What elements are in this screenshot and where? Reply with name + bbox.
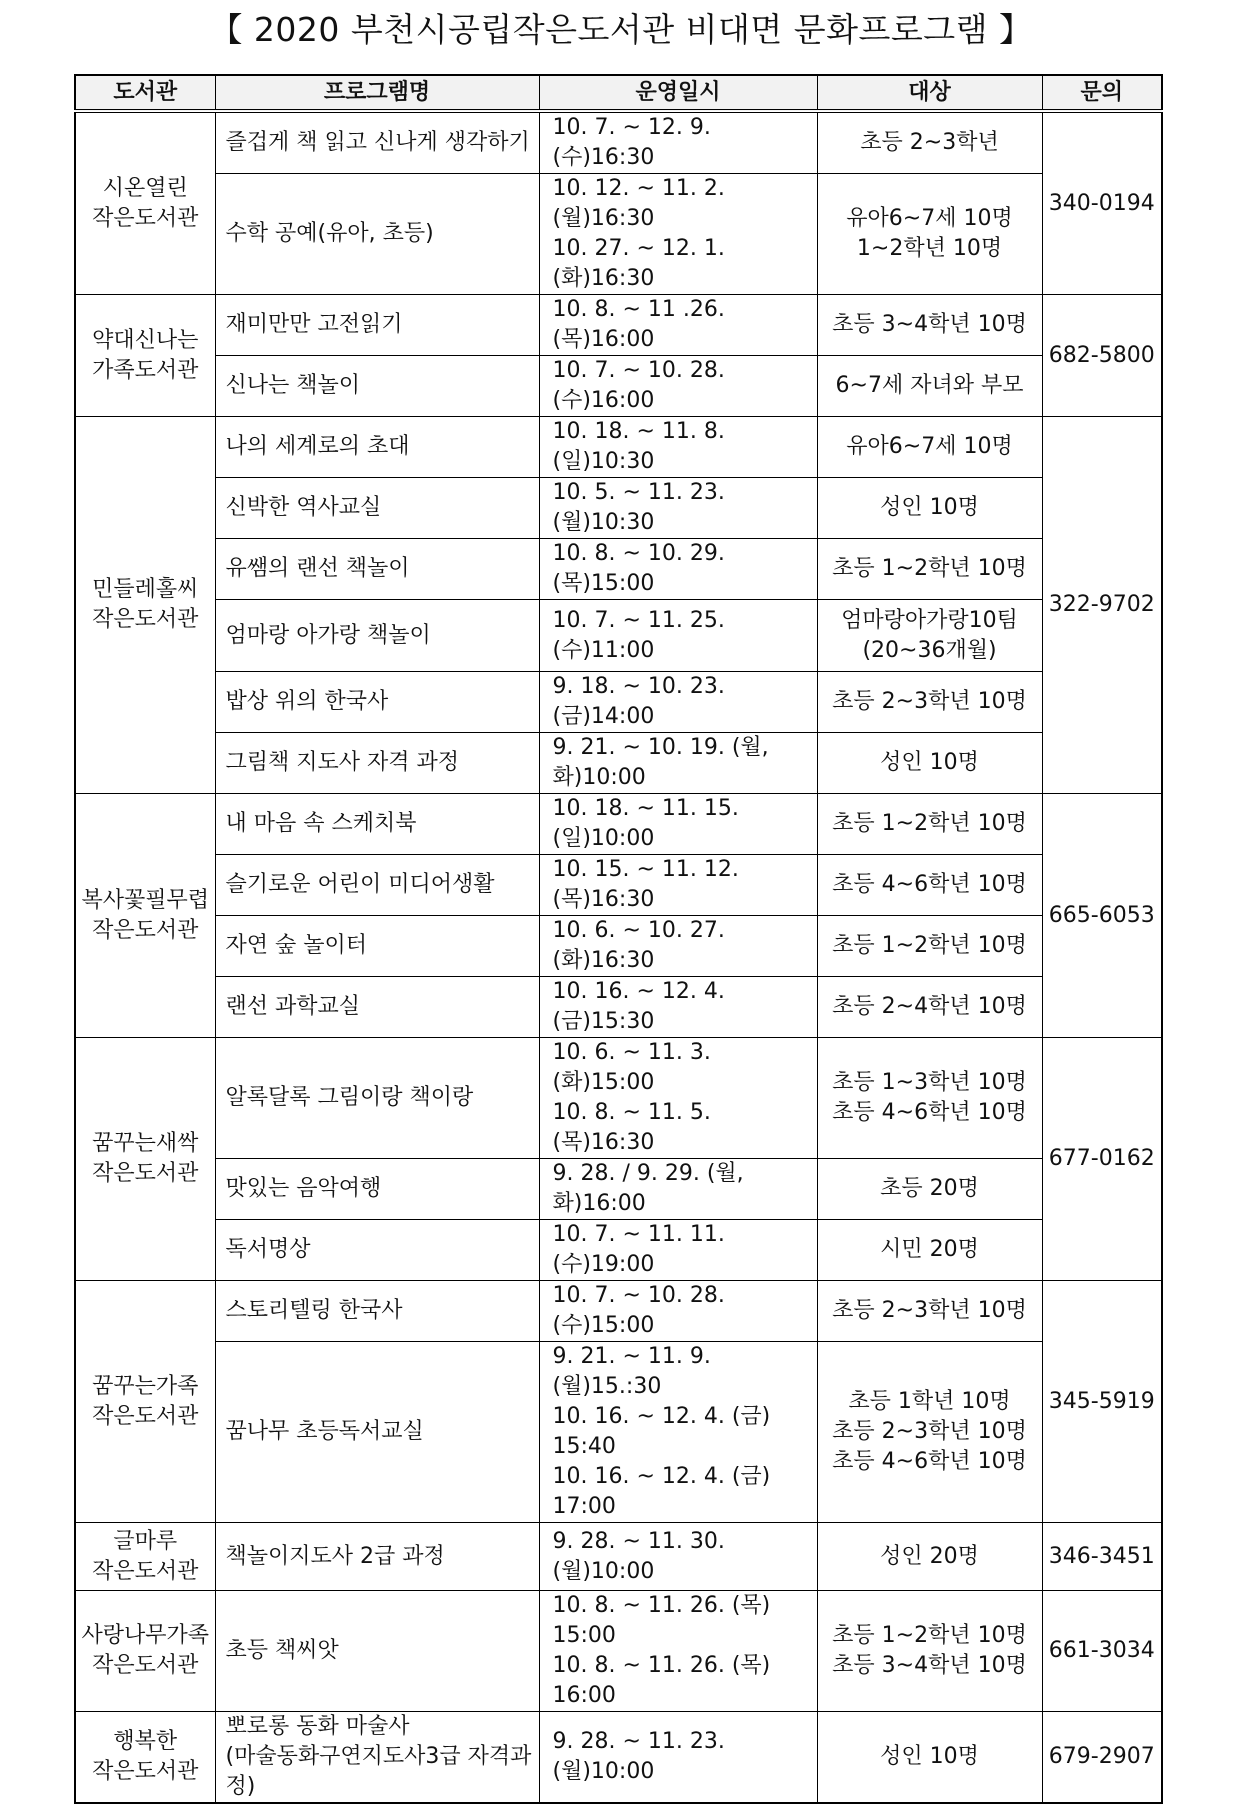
program-name-cell <box>215 733 539 794</box>
contact-phone-cell: 677-0162 <box>1042 1038 1162 1281</box>
cell-line: 9. 28. ~ 11. 23. (월)10:00 <box>552 1729 725 1784</box>
program-name-cell <box>215 295 539 356</box>
cell-line: 초등 4~6학년 10명 <box>832 872 1027 897</box>
cell-line: 유아6~7세 10명 <box>846 434 1013 459</box>
program-name-cell <box>215 794 539 855</box>
cell-line: 재미만만 고전읽기 <box>225 312 403 337</box>
program-name-cell <box>215 111 539 174</box>
cell-line: 초등 1~2학년 10명 <box>832 556 1027 581</box>
schedule-cell <box>539 672 817 733</box>
cell-line: 약대신나는 <box>92 327 199 353</box>
cell-line: 초등 3~4학년 10명 <box>832 1653 1027 1678</box>
cell-line: 10. 27. ~ 12. 1. (화)16:30 <box>552 236 725 291</box>
cell-line: 시온열린 <box>102 175 188 201</box>
cell-line: 화)10:00 <box>552 765 646 790</box>
cell-line: 성인 10명 <box>880 750 979 775</box>
table-row <box>75 295 1162 356</box>
cell-line: 화)16:00 <box>552 1191 646 1216</box>
program-name-cell <box>215 1712 539 1804</box>
cell-line: 초등 1~2학년 10명 <box>832 933 1027 958</box>
table-row <box>75 1159 1162 1220</box>
cell-line: 10. 7. ~ 10. 28. (수)15:00 <box>552 1283 725 1338</box>
library-name-cell <box>75 1523 215 1591</box>
program-name-cell <box>215 356 539 417</box>
cell-line: 작은도서관 <box>92 1161 199 1186</box>
program-name-cell <box>215 1038 539 1159</box>
cell-line: 자연 숲 놀이터 <box>225 933 367 958</box>
target-cell <box>817 733 1042 794</box>
target-cell <box>817 1591 1042 1712</box>
cell-line: 초등 2~4학년 10명 <box>832 994 1027 1019</box>
header-program: 프로그램명 <box>215 75 539 111</box>
cell-line: 내 마음 속 스케치북 <box>225 811 417 836</box>
contact-phone-cell: 346-3451 <box>1042 1523 1162 1591</box>
library-name-cell <box>75 1038 215 1281</box>
schedule-cell <box>539 539 817 600</box>
cell-line: 초등 4~6학년 10명 <box>832 1100 1027 1125</box>
cell-line: 성인 20명 <box>880 1543 979 1569</box>
header-schedule: 운영일시 <box>539 75 817 111</box>
schedule-cell <box>539 916 817 977</box>
table-row <box>75 794 1162 855</box>
contact-phone-cell: 679-2907 <box>1042 1712 1162 1804</box>
schedule-cell <box>539 111 817 174</box>
header-target: 대상 <box>817 75 1042 111</box>
library-name-cell <box>75 794 215 1038</box>
cell-line: 초등 2~3학년 10명 <box>832 1298 1027 1323</box>
cell-line: 10. 12. ~ 11. 2. (월)16:30 <box>552 176 725 231</box>
library-name-cell <box>75 1712 215 1804</box>
cell-line: 작은도서관 <box>92 1653 199 1678</box>
contact-phone-cell: 682-5800 <box>1042 295 1162 417</box>
cell-line: 9. 28. / 9. 29. (월, <box>552 1161 744 1186</box>
program-name-cell <box>215 539 539 600</box>
target-cell <box>817 295 1042 356</box>
cell-line: 수학 공예(유아, 초등) <box>225 221 434 246</box>
cell-line: 알록달록 그림이랑 책이랑 <box>225 1085 474 1110</box>
target-cell <box>817 1220 1042 1281</box>
cell-line: 10. 7. ~ 11. 25. (수)11:00 <box>552 607 725 663</box>
schedule-cell <box>539 855 817 916</box>
cell-line: 10. 8. ~ 11. 26. (목) 15:00 <box>552 1593 771 1648</box>
target-cell <box>817 794 1042 855</box>
cell-line: 초등 2~3학년 <box>860 130 999 155</box>
target-cell <box>817 478 1042 539</box>
cell-line: 나의 세계로의 초대 <box>225 434 410 459</box>
library-name-cell <box>75 1591 215 1712</box>
target-cell <box>817 1281 1042 1342</box>
target-cell <box>817 417 1042 478</box>
target-cell <box>817 672 1042 733</box>
program-name-cell <box>215 1159 539 1220</box>
cell-line: 10. 8. ~ 11. 26. (목) 16:00 <box>552 1653 771 1708</box>
cell-line: 작은도서관 <box>92 917 199 943</box>
table-row <box>75 855 1162 916</box>
cell-line: 작은도서관 <box>92 1759 199 1784</box>
cell-line: 작은도서관 <box>92 205 199 231</box>
table-row <box>75 1281 1162 1342</box>
header-library: 도서관 <box>75 75 215 111</box>
schedule-cell <box>539 478 817 539</box>
target-cell <box>817 916 1042 977</box>
program-name-cell <box>215 1342 539 1523</box>
target-cell <box>817 1038 1042 1159</box>
program-name-cell <box>215 672 539 733</box>
target-cell <box>817 1159 1042 1220</box>
cell-line: 작은도서관 <box>92 1558 199 1584</box>
cell-line: 초등 1~2학년 10명 <box>832 1623 1027 1648</box>
cell-line: 뽀로롱 동화 마술사 <box>225 1714 410 1739</box>
cell-line: 10. 7. ~ 12. 9. (수)16:30 <box>552 115 711 170</box>
contact-phone-cell: 340-0194 <box>1042 111 1162 295</box>
cell-line: 작은도서관 <box>92 1403 199 1429</box>
program-name-cell <box>215 1591 539 1712</box>
table-row <box>75 977 1162 1038</box>
cell-line: 꿈꾸는새싹 <box>92 1131 199 1156</box>
cell-line: 성인 10명 <box>880 495 979 520</box>
table-row <box>75 1342 1162 1523</box>
target-cell <box>817 174 1042 295</box>
library-name-cell <box>75 417 215 794</box>
cell-line: 9. 21. ~ 11. 9. (월)15.:30 <box>552 1344 711 1399</box>
cell-line: 사랑나무가족 <box>81 1623 209 1648</box>
cell-line: 독서명상 <box>225 1237 311 1262</box>
contact-phone-cell: 322-9702 <box>1042 417 1162 794</box>
table-row <box>75 1220 1162 1281</box>
table-row <box>75 1591 1162 1712</box>
cell-line: 스토리텔링 한국사 <box>225 1298 403 1323</box>
cell-line: 10. 18. ~ 11. 15. <box>552 796 739 821</box>
target-cell <box>817 600 1042 672</box>
contact-phone-cell: 661-3034 <box>1042 1591 1162 1712</box>
schedule-cell <box>539 1523 817 1591</box>
cell-line: 9. 18. ~ 10. 23. (금)14:00 <box>552 674 725 729</box>
cell-line: 가족도서관 <box>92 357 199 383</box>
cell-line: 10. 18. ~ 11. 8. (일)10:30 <box>552 419 725 474</box>
cell-line: 10. 15. ~ 11. 12. <box>552 857 739 882</box>
cell-line: 신박한 역사교실 <box>225 495 382 520</box>
cell-line: 10. 16. ~ 12. 4. (금) 15:40 <box>552 1404 771 1459</box>
table-row <box>75 1523 1162 1591</box>
cell-line: 슬기로운 어린이 미디어생활 <box>225 872 495 897</box>
table-row <box>75 478 1162 539</box>
schedule-cell <box>539 1712 817 1804</box>
program-name-cell <box>215 1220 539 1281</box>
cell-line: 1~2학년 10명 <box>856 236 1003 261</box>
schedule-cell <box>539 1159 817 1220</box>
cell-line: 초등 책씨앗 <box>225 1638 339 1663</box>
table-row <box>75 1038 1162 1159</box>
cell-line: 초등 1학년 10명 <box>848 1389 1011 1414</box>
cell-line: 10. 5. ~ 11. 23. (월)10:30 <box>552 480 725 535</box>
target-cell <box>817 1342 1042 1523</box>
table-row <box>75 672 1162 733</box>
cell-line: 신나는 책놀이 <box>225 373 361 398</box>
schedule-cell <box>539 356 817 417</box>
library-name-cell <box>75 111 215 295</box>
cell-line: 9. 28. ~ 11. 30. (월)10:00 <box>552 1528 725 1584</box>
program-name-cell <box>215 174 539 295</box>
cell-line: (일)10:00 <box>552 826 655 851</box>
schedule-cell <box>539 1281 817 1342</box>
cell-line: 성인 10명 <box>880 1744 979 1769</box>
target-cell <box>817 356 1042 417</box>
cell-line: 9. 21. ~ 10. 19. (월, <box>552 735 769 760</box>
schedule-cell <box>539 417 817 478</box>
table-row <box>75 356 1162 417</box>
cell-line: 초등 4~6학년 10명 <box>832 1449 1027 1474</box>
cell-line: 10. 8. ~ 11 .26. (목)16:00 <box>552 297 725 352</box>
table-body <box>75 111 1162 1803</box>
cell-line: 행복한 <box>113 1729 178 1754</box>
cell-line: 10. 7. ~ 11. 11. (수)19:00 <box>552 1222 725 1277</box>
schedule-cell <box>539 977 817 1038</box>
cell-line: 책놀이지도사 2급 과정 <box>225 1543 445 1569</box>
program-name-cell <box>215 478 539 539</box>
table-row <box>75 733 1162 794</box>
header-contact: 문의 <box>1042 75 1162 111</box>
cell-line: (목)16:30 <box>552 887 655 912</box>
cell-line: 초등 1~2학년 10명 <box>832 811 1027 836</box>
cell-line: (마술동화구연지도사3급 자격과정) <box>225 1744 532 1799</box>
cell-line: 10. 8. ~ 10. 29. (목)15:00 <box>552 541 725 596</box>
target-cell <box>817 1523 1042 1591</box>
cell-line: 10. 7. ~ 10. 28. (수)16:00 <box>552 358 725 413</box>
contact-phone-cell: 345-5919 <box>1042 1281 1162 1523</box>
program-name-cell <box>215 417 539 478</box>
schedule-cell <box>539 733 817 794</box>
program-name-cell <box>215 1281 539 1342</box>
schedule-cell <box>539 1342 817 1523</box>
schedule-cell <box>539 1220 817 1281</box>
cell-line: 10. 16. ~ 12. 4. (금) 17:00 <box>552 1464 771 1519</box>
target-cell <box>817 539 1042 600</box>
cell-line: 10. 16. ~ 12. 4. (금)15:30 <box>552 979 725 1034</box>
cell-line: 10. 6. ~ 10. 27. (화)16:30 <box>552 918 725 973</box>
page-title: 【 2020 부천시공립작은도서관 비대면 문화프로그램 】 <box>209 10 1033 49</box>
schedule-cell <box>539 1038 817 1159</box>
cell-line: 글마루 <box>113 1528 178 1554</box>
cell-line: 맛있는 음악여행 <box>225 1176 382 1201</box>
target-cell <box>817 111 1042 174</box>
contact-phone-cell: 665-6053 <box>1042 794 1162 1038</box>
cell-line: 10. 6. ~ 11. 3. (화)15:00 <box>552 1040 711 1095</box>
table-row <box>75 916 1162 977</box>
table-row <box>75 417 1162 478</box>
schedule-cell <box>539 794 817 855</box>
program-name-cell <box>215 1523 539 1591</box>
cell-line: 유아6~7세 10명 <box>846 206 1013 231</box>
cell-line: 밥상 위의 한국사 <box>225 689 389 714</box>
cell-line: 초등 20명 <box>880 1176 979 1201</box>
schedule-cell <box>539 600 817 672</box>
target-cell <box>817 1712 1042 1804</box>
library-name-cell <box>75 295 215 417</box>
program-name-cell <box>215 600 539 672</box>
table-row <box>75 539 1162 600</box>
schedule-cell <box>539 295 817 356</box>
schedule-cell <box>539 174 817 295</box>
table-row <box>75 600 1162 672</box>
program-name-cell <box>215 977 539 1038</box>
program-name-cell <box>215 855 539 916</box>
cell-line: 즐겁게 책 읽고 신나게 생각하기 <box>225 130 530 155</box>
table-row <box>75 1712 1162 1804</box>
cell-line: 초등 1~3학년 10명 <box>832 1070 1027 1095</box>
cell-line: 그림책 지도사 자격 과정 <box>225 750 460 775</box>
cell-line: (20~36개월) <box>862 637 997 663</box>
cell-line: 엄마랑아가랑10팀 <box>841 607 1018 633</box>
table-row <box>75 111 1162 174</box>
cell-line: 민들레홀씨 <box>92 577 199 602</box>
cell-line: 랜선 과학교실 <box>225 994 361 1019</box>
cell-line: 시민 20명 <box>880 1237 979 1262</box>
cell-line: 엄마랑 아가랑 책놀이 <box>225 622 431 648</box>
cell-line: 초등 2~3학년 10명 <box>832 689 1027 714</box>
library-name-cell <box>75 1281 215 1523</box>
schedule-cell <box>539 1591 817 1712</box>
program-name-cell <box>215 916 539 977</box>
cell-line: 작은도서관 <box>92 607 199 632</box>
target-cell <box>817 855 1042 916</box>
cell-line: 10. 8. ~ 11. 5. (목)16:30 <box>552 1100 711 1155</box>
cell-line: 초등 3~4학년 10명 <box>832 312 1027 337</box>
cell-line: 유쌤의 랜선 책놀이 <box>225 556 410 581</box>
header-row <box>75 75 1162 111</box>
cell-line: 6~7세 자녀와 부모 <box>835 373 1024 398</box>
cell-line: 꿈나무 초등독서교실 <box>225 1419 424 1444</box>
table-row <box>75 174 1162 295</box>
cell-line: 복사꽃필무렵 <box>81 887 209 913</box>
cell-line: 꿈꾸는가족 <box>92 1373 199 1399</box>
program-table <box>74 74 1163 1804</box>
cell-line: 초등 2~3학년 10명 <box>832 1419 1027 1444</box>
target-cell <box>817 977 1042 1038</box>
